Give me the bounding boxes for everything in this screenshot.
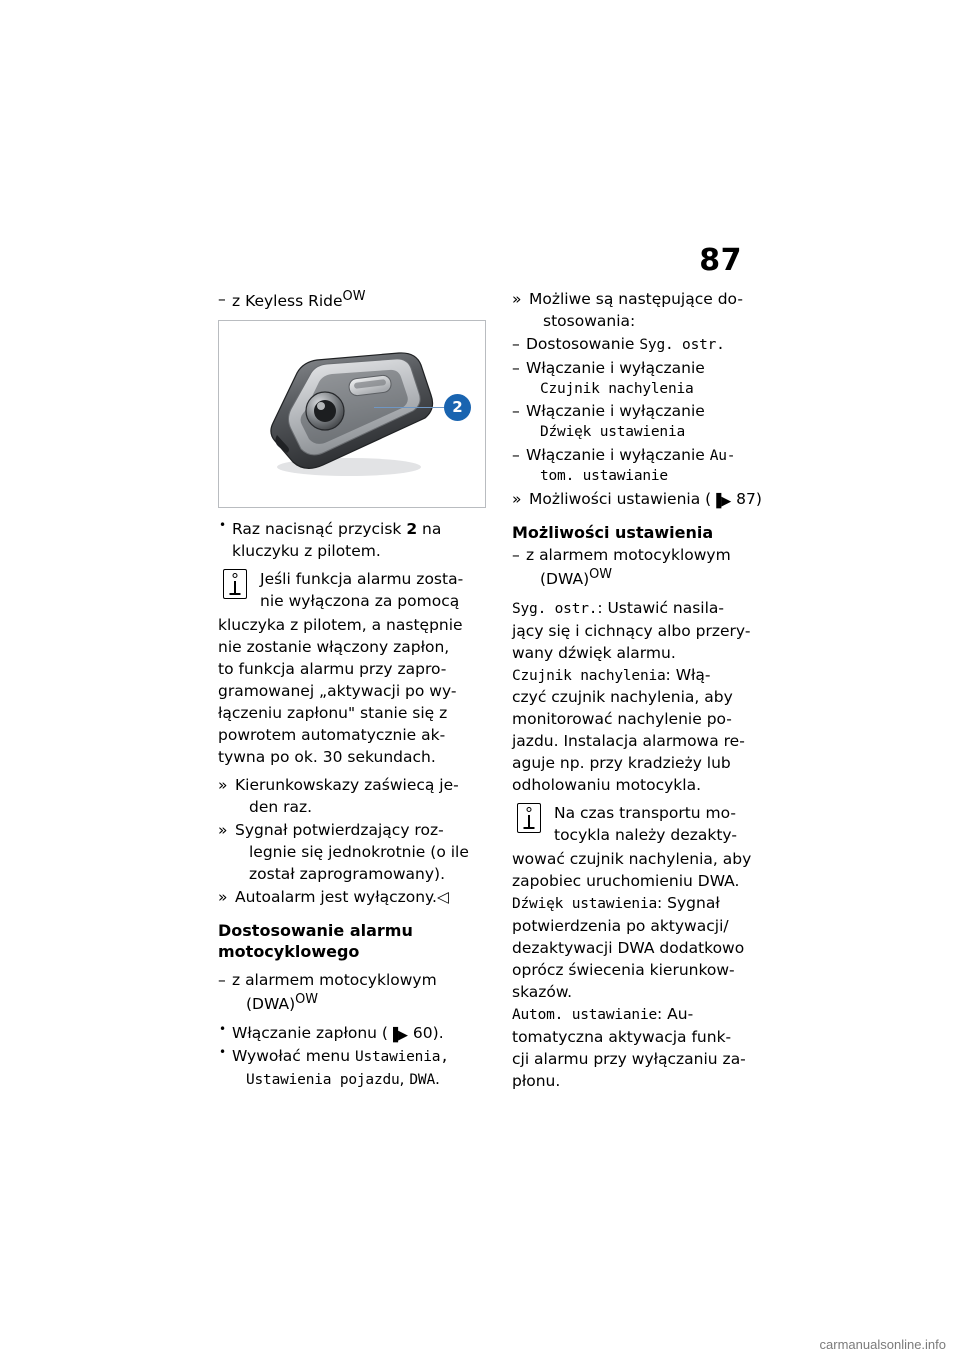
right-p2-line3: jazdu. Instalacja alarmowa re-	[512, 732, 745, 751]
key-fob-illustration	[253, 349, 443, 484]
right-p3-mono: Dźwięk ustawienia	[512, 896, 658, 913]
left-bullet-2-post: ).	[432, 1023, 444, 1042]
left-chev-indicators	[218, 774, 486, 818]
left-note-1	[218, 568, 486, 612]
section-end-mark: ◁	[436, 888, 449, 907]
right-dash-dzwiek	[512, 400, 780, 443]
right-p4-line3: płonu.	[512, 1071, 561, 1090]
right-note-line3: wować czujnik nachylenia, aby	[512, 850, 752, 869]
right-p4-mono: Autom. ustawianie	[512, 1007, 658, 1024]
left-bullet-3-mono2: Ustawienia pojazdu	[246, 1071, 400, 1088]
page-arrow-icon-2: ▐▶	[711, 493, 732, 509]
left-chev-2-line1: Sygnał potwierdzający roz-	[235, 821, 444, 840]
left-bullet-press-button	[218, 518, 486, 562]
right-dash-4-text: Włączanie i wyłączanie	[526, 445, 710, 464]
page-number: 87	[699, 243, 742, 278]
right-p2-line2: monitorować nachylenie po-	[512, 710, 732, 729]
right-dash-5-line2	[526, 566, 780, 590]
right-p2-line1: czyć czujnik nachylenia, aby	[512, 688, 733, 707]
left-heading-line2: motocyklowego	[218, 941, 360, 961]
right-para-syg-ostr	[512, 597, 780, 664]
left-intro-dash	[218, 288, 486, 312]
right-dash-1-pre: Dostosowanie	[526, 335, 640, 353]
right-p3-line2: dezaktywacji DWA dodatkowo	[512, 939, 745, 958]
right-para-dzwiek	[512, 892, 780, 1003]
left-bullet-1-post: na	[417, 520, 442, 539]
left-heading-line1: Dostosowanie alarmu	[218, 921, 413, 941]
left-chev-3-text: Autoalarm jest wyłączony.	[235, 888, 437, 907]
left-intro-sup: OW	[342, 289, 366, 304]
callout-leader-line	[374, 407, 444, 408]
right-p3-line4: skazów.	[512, 983, 573, 1002]
left-chev-1-line1: Kierunkowskazy zaświecą je-	[235, 776, 459, 795]
right-dash-dwa-2	[512, 544, 780, 590]
left-bullet-menu	[218, 1045, 486, 1090]
left-dash-2-dwa: (DWA)	[246, 994, 296, 1013]
left-note-1-body	[218, 614, 486, 768]
left-note-1-body-line-4: łączeniu zapłonu" stanie się z	[218, 704, 448, 723]
right-p3-line1: potwierdzenia po aktywacji/	[512, 917, 729, 936]
right-chev-settings-ref	[512, 488, 780, 510]
left-note-1-body-line-1: nie zostanie włączony zapłon,	[218, 638, 450, 657]
left-bullet-3-mono1: Ustawienia,	[354, 1049, 449, 1066]
right-chev-1-line1: Możliwe są następujące do-	[529, 290, 743, 308]
right-chev-2-page: 87	[736, 489, 756, 508]
right-p2-line5: odholowaniu motocykla.	[512, 776, 702, 795]
right-p2-line4: aguje np. przy kradzieży lub	[512, 754, 731, 773]
right-p3-line0: : Sygnał	[657, 894, 720, 913]
left-chev-2-line3: został zaprogramowany).	[249, 865, 446, 884]
info-icon	[223, 569, 247, 599]
left-note-1-body-line-6: tywna po ok. 30 sekundach.	[218, 748, 436, 767]
right-dash-3-mono: Dźwięk ustawienia	[540, 424, 686, 441]
right-p1-line1: jący się i cichnący albo przery-	[512, 621, 751, 640]
left-intro-text: z Keyless Ride	[232, 292, 343, 311]
right-dash-syg-ostr	[512, 333, 780, 356]
left-chev-2-line2: legnie się jednokrotnie (o ile	[249, 843, 469, 862]
left-note-1-body-line-0: kluczyka z pilotem, a następnie	[218, 616, 463, 635]
right-p4-line2: cji alarmu przy wyłączaniu za-	[512, 1049, 746, 1068]
left-bullet-2-page: 60	[412, 1023, 433, 1042]
left-dash-2-line2	[232, 991, 486, 1015]
right-dash-4-mono-a: Au-	[709, 447, 736, 464]
right-note-transport	[512, 802, 780, 846]
left-dash-2-line1: z alarmem motocyklowym	[232, 970, 437, 989]
right-dash-2-text: Włączanie i wyłączanie	[526, 358, 705, 377]
right-dash-5-dwa: (DWA)	[540, 570, 590, 589]
left-bullet-ignition	[218, 1022, 486, 1044]
info-icon-2	[517, 803, 541, 833]
right-p1-line2: wany dźwięk alarmu.	[512, 643, 676, 662]
right-dash-2-mono: Czujnik nachylenia	[540, 380, 694, 397]
left-bullet-3-line2	[232, 1068, 486, 1091]
left-column	[218, 288, 486, 1092]
right-note-body	[512, 848, 780, 892]
left-bullet-1-line2: kluczyku z pilotem.	[232, 542, 381, 561]
left-bullet-2-pre: Włączanie zapłonu (	[232, 1023, 388, 1042]
page-reference-60	[388, 1024, 433, 1042]
right-p4-line0: : Au-	[657, 1005, 694, 1024]
left-chev-signal	[218, 819, 486, 885]
right-p2-line0: : Włą-	[665, 665, 711, 684]
left-heading-adjust-alarm	[218, 921, 486, 963]
left-bullet-3-post: .	[435, 1069, 440, 1088]
left-bullet-1-pre: Raz nacisnąć przycisk	[232, 520, 407, 539]
right-para-czujnik	[512, 664, 780, 797]
right-para-autom	[512, 1003, 780, 1092]
right-p1-line0: : Ustawić nasila-	[597, 599, 724, 618]
left-note-1-body-line-2: to funkcja alarmu przy zapro-	[218, 660, 447, 679]
right-chev-2-post: )	[755, 489, 762, 508]
right-note-line1: Na czas transportu mo-	[554, 804, 737, 823]
watermark: carmanualsonline.info	[819, 1337, 946, 1352]
left-chev-1-line2: den raz.	[249, 798, 313, 817]
left-bullet-1-num: 2	[406, 520, 418, 539]
left-note-1-line2: nie wyłączona za pomocą	[260, 592, 460, 611]
left-bullet-3-mid: ,	[399, 1069, 410, 1088]
right-dash-czujnik	[512, 357, 780, 400]
right-dash-autom	[512, 444, 780, 487]
left-chev-autoalarm	[218, 886, 486, 908]
right-p3-line3: oprócz świecenia kierunkow-	[512, 961, 735, 980]
right-p1-mono: Syg. ostr.	[512, 601, 598, 618]
right-dash-4-mono-b: tom. ustawianie	[540, 468, 668, 485]
left-bullet-3-mono3: DWA	[409, 1071, 435, 1088]
right-chev-1-line2: stosowania:	[543, 312, 636, 330]
key-fob-figure	[218, 320, 486, 508]
left-note-1-line1: Jeśli funkcja alarmu zosta-	[260, 570, 464, 589]
right-dash-5-line1: z alarmem motocyklowym	[526, 546, 731, 565]
left-bullet-3-pre: Wywołać menu	[232, 1047, 355, 1066]
right-dash-3-text: Włączanie i wyłączanie	[526, 402, 705, 421]
page-reference-87	[711, 490, 756, 508]
right-p4-line1: tomatyczna aktywacja funk-	[512, 1027, 732, 1046]
right-p2-mono: Czujnik nachylenia	[512, 667, 666, 684]
right-dash-1-mono: Syg. ostr.	[639, 337, 725, 353]
left-dash-dwa	[218, 969, 486, 1015]
left-note-1-body-line-5: powrotem automatycznie ak-	[218, 726, 446, 745]
page-arrow-icon: ▐▶	[387, 1027, 408, 1043]
right-column	[512, 288, 780, 1092]
right-note-line4: zapobiec uruchomieniu DWA.	[512, 872, 740, 891]
right-chev-2-pre: Możliwości ustawienia (	[529, 489, 712, 508]
right-heading-settings: Możliwości ustawienia	[512, 523, 714, 543]
right-note-line2: tocykla należy dezakty-	[554, 826, 737, 845]
left-note-1-body-line-3: gramowanej „aktywacji po wy-	[218, 682, 457, 701]
left-dash-2-sup: OW	[295, 991, 319, 1007]
right-chev-options	[512, 288, 780, 332]
callout-2: 2	[444, 394, 471, 421]
right-dash-5-sup: OW	[589, 567, 613, 583]
